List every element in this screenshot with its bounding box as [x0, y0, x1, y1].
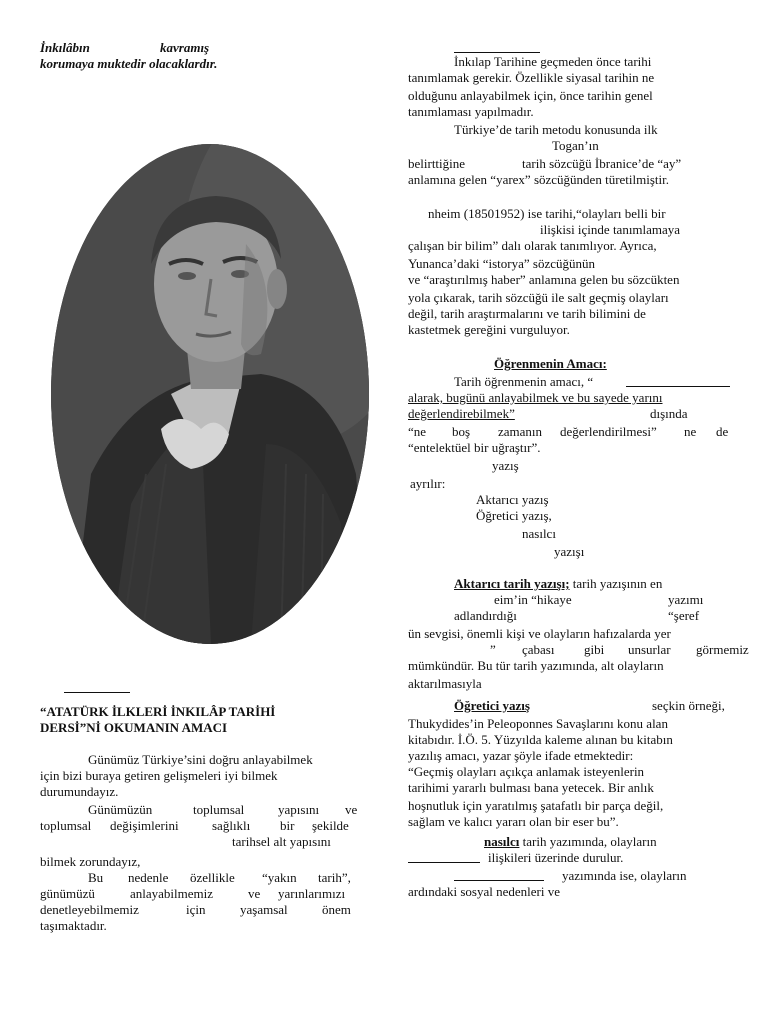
right-text: kitabıdır. İ.Ö. 5. Yüzyılda kaleme alınan bu kitabın — [408, 732, 673, 747]
right-text: ne — [684, 424, 697, 439]
right-text: tarih sözcüğü İbranice’de “ay” — [522, 156, 682, 171]
blank-line — [64, 692, 130, 693]
right-text — [454, 834, 657, 850]
left-text: sağlıklı — [212, 818, 251, 833]
left-text: değişimlerini — [110, 818, 179, 833]
heading-text: nasılcı — [484, 834, 520, 849]
right-text: ilişkileri üzerinde durulur. — [488, 850, 624, 865]
right-text: hoşnutluk için yaratılmış şatafatlı bir parça değil, — [408, 798, 664, 813]
right-text: nheim (18501952) ise tarihi,“olayları belli bir — [428, 206, 666, 221]
right-text: değerlendirilmesi” — [560, 424, 657, 439]
right-text: Thukydides’in Peleoponnes Savaşlarını konu alan — [408, 716, 668, 731]
right-text: alarak, bugünü anlayabilmek ve bu sayede yarını — [408, 390, 663, 405]
portrait-photo — [51, 144, 369, 644]
intro-line-2: korumaya muktedir olacaklardır. — [40, 56, 218, 71]
right-text: mümkündür. Bu tür tarih yazımında, alt olayların — [408, 658, 664, 673]
right-text: çalışan bir bilim” dalı olarak tanımlıyor. Ayrıca, — [408, 238, 657, 253]
intro-word-2: kavramış — [160, 40, 210, 55]
left-text: “yakın — [262, 870, 297, 885]
left-text: taşımaktadır. — [40, 918, 107, 933]
right-text: “Geçmiş olayları açıkça anlamak isteyenlerin — [408, 764, 645, 779]
right-text: olduğunu anlayabilmek için, önce tarihin genel — [408, 88, 653, 103]
left-text: günümüzü — [40, 886, 95, 901]
right-text: Türkiye’de tarih metodu konusunda ilk — [454, 122, 658, 137]
right-text: tarih yazışının en — [569, 576, 663, 591]
right-text: yazışı — [554, 544, 585, 559]
right-text: yazılış amacı, yazar şöyle ifade etmektedir: — [408, 748, 634, 763]
right-text: yazımında ise, olayların — [562, 868, 687, 883]
left-text: şekilde — [312, 818, 349, 833]
left-text: Günümüz Türkiye’sini doğru anlayabilmek — [88, 752, 313, 767]
left-text: yarınlarımızı — [278, 886, 346, 901]
right-text: anlamına gelen “yarex” sözcüğünden türetilmiştir. — [408, 172, 669, 187]
right-text: sağlam ve kalıcı yararı olan bir eser bu”. — [408, 814, 619, 829]
right-text: ilişkisi içinde tanımlamaya — [540, 222, 681, 237]
section-heading-2: DERSİ”Nİ OKUMANIN AMACI — [40, 720, 228, 735]
right-text: “şeref — [668, 608, 700, 623]
left-text: bilmek zorundayız, — [40, 854, 141, 869]
right-text: Yunanca’daki “istorya” sözcüğünün — [408, 256, 595, 271]
left-text: bir — [280, 818, 295, 833]
right-text: ardındaki sosyal nedenleri ve — [408, 884, 560, 899]
right-text: tanımlamak gerekir. Özellikle siyasal tarihin ne — [408, 70, 655, 85]
heading-nasilci — [454, 834, 519, 849]
heading-ogretici — [454, 698, 536, 714]
right-text: dışında — [650, 406, 688, 421]
section-heading: “ATATÜRK İLKLERİ İNKILÂP TARİHİ — [40, 704, 276, 719]
left-text: denetleyebilmemiz — [40, 902, 139, 917]
right-text: seçkin örneği, — [652, 698, 725, 713]
left-text: Bu — [88, 870, 104, 885]
left-text: Günümüzün — [88, 802, 153, 817]
right-text: “entelektüel bir uğraştır”. — [408, 440, 541, 455]
left-text: anlayabilmemiz — [130, 886, 214, 901]
right-text: unsurlar — [628, 642, 671, 657]
left-text: tarih”, — [318, 870, 351, 885]
right-text: ve “araştırılmış haber” anlamına gelen bu sözcükten — [408, 272, 680, 287]
heading-text: Öğretici yazış — [454, 698, 530, 713]
heading-aktarici: Aktarıcı tarih yazışı; — [454, 576, 570, 591]
right-text: zamanın — [498, 424, 543, 439]
right-text: ayrılır: — [410, 476, 446, 491]
left-text: önem — [322, 902, 351, 917]
left-text: tarihsel alt yapısını — [232, 834, 331, 849]
blank-line — [454, 866, 544, 881]
left-text: nedenle — [128, 870, 169, 885]
intro-word-1: İnkılâbın — [40, 40, 90, 55]
right-text: yazımı — [668, 592, 704, 607]
right-text — [454, 576, 662, 592]
right-text: kastetmek gereğini vurguluyor. — [408, 322, 570, 337]
left-text: toplumsal — [193, 802, 245, 817]
portrait-frame — [40, 138, 378, 653]
right-text: tanımlaması yapılmadır. — [408, 104, 534, 119]
right-text: değil, tarih araştırmalarını ve tarih bilimini de — [408, 306, 646, 321]
blank-line — [408, 848, 480, 863]
left-text: yaşamsal — [240, 902, 288, 917]
right-text: boş — [452, 424, 471, 439]
right-text: nasılcı — [522, 526, 556, 541]
heading-text: Öğrenmenin Amacı: — [494, 356, 607, 371]
right-text: değerlendirebilmek” — [408, 406, 515, 421]
right-text: tarih yazımında, olayların — [519, 834, 657, 849]
right-text: de — [716, 424, 729, 439]
right-text: adlandırdığı — [454, 608, 517, 623]
right-text: yazış — [492, 458, 519, 473]
right-text: çabası — [522, 642, 555, 657]
right-text: Aktarıcı yazış — [476, 492, 549, 507]
right-text: gibi — [584, 642, 605, 657]
right-text: “ne — [408, 424, 427, 439]
right-text: Togan’ın — [552, 138, 599, 153]
left-text: yapısını — [278, 802, 320, 817]
left-text: durumundayız. — [40, 784, 119, 799]
left-text: için bizi buraya getiren gelişmeleri iyi bilmek — [40, 768, 278, 783]
left-text: toplumsal — [40, 818, 92, 833]
right-text: Öğretici yazış, — [476, 508, 552, 523]
left-text: ve — [248, 886, 261, 901]
right-text: İnkılap Tarihine geçmeden önce tarihi — [454, 54, 652, 69]
blank-line — [454, 52, 540, 53]
right-text: Tarih öğrenmenin amacı, “ — [454, 374, 594, 389]
right-text: yola çıkarak, tarih sözcüğü ile salt geçmiş olayları — [408, 290, 669, 305]
right-text: belirttiğine — [408, 156, 466, 171]
left-text: özellikle — [190, 870, 235, 885]
right-text: ün sevgisi, önemli kişi ve olayların hafızalarda yer — [408, 626, 671, 641]
left-text: ve — [345, 802, 358, 817]
right-text: aktarılmasıyla — [408, 676, 482, 691]
blank-line — [626, 372, 730, 387]
right-text: eim’in “hikaye — [494, 592, 572, 607]
left-text: için — [186, 902, 206, 917]
right-text: görmemiz — [696, 642, 749, 657]
right-text: ” — [490, 642, 496, 657]
right-text: tarihimi yararlı bulması bana yetecek. Bir anlık — [408, 780, 654, 795]
heading-ogrenmenin-amaci — [454, 356, 607, 372]
